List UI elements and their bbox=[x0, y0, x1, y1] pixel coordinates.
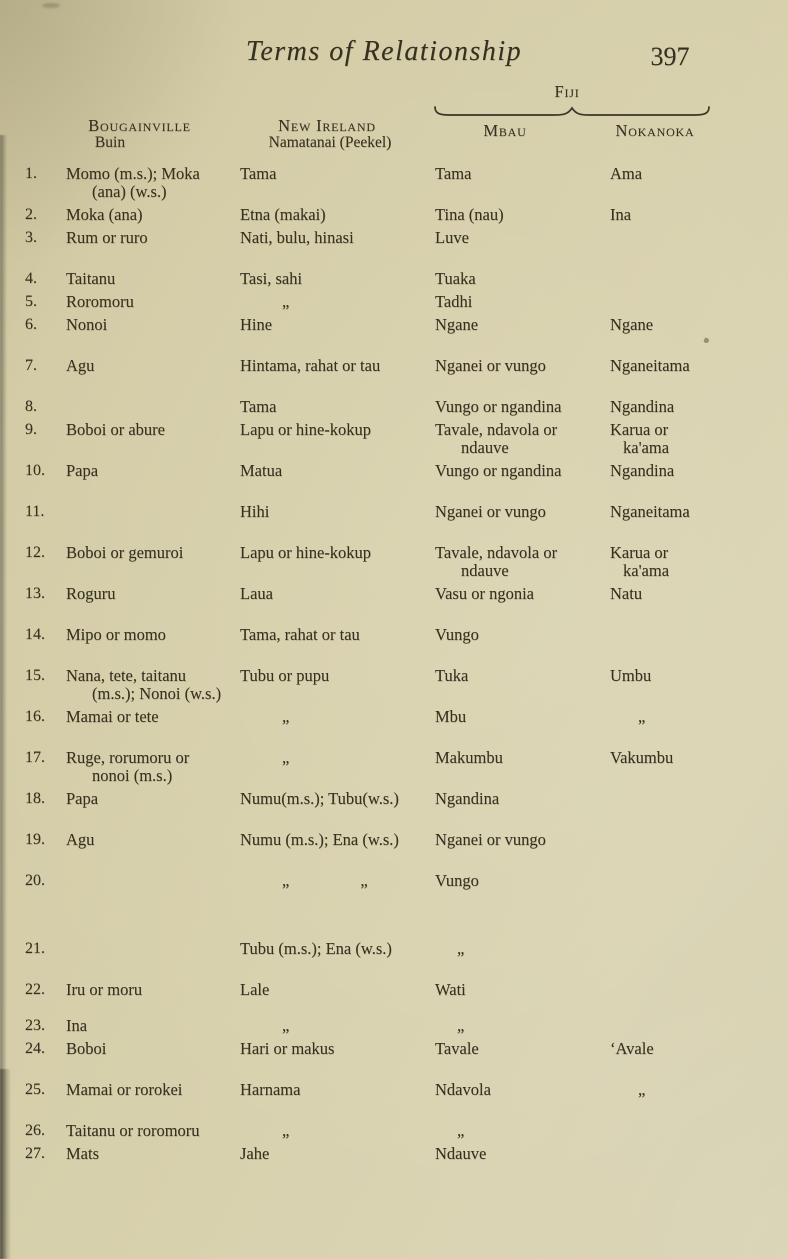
page-title: Terms of Relationship bbox=[245, 36, 523, 67]
mbau-cell bbox=[435, 749, 610, 785]
term-text: Harnama bbox=[240, 1080, 301, 1099]
term-text: Ama bbox=[610, 164, 643, 183]
bougainville-cell bbox=[66, 421, 240, 457]
term-text: Nati, bulu, hinasi bbox=[240, 228, 354, 247]
row-number: 25. bbox=[25, 1081, 45, 1098]
new-ireland-cell bbox=[240, 293, 435, 311]
table-row bbox=[25, 503, 773, 521]
mbau-cell bbox=[435, 872, 610, 890]
table-row bbox=[25, 229, 773, 247]
mbau-cell bbox=[435, 503, 610, 521]
row-number: 22. bbox=[25, 981, 45, 998]
mbau-cell bbox=[435, 316, 610, 334]
term-text: Vungo bbox=[435, 625, 479, 644]
term-text: Vasu or ngonia bbox=[435, 584, 534, 603]
mbau-cell bbox=[435, 585, 610, 603]
term-text: Agu bbox=[66, 356, 95, 375]
mbau-cell bbox=[435, 270, 610, 288]
term-text: Nganeitama bbox=[610, 502, 690, 521]
term-text: Tama bbox=[240, 164, 277, 183]
term-text: Mipo or momo bbox=[66, 625, 166, 644]
bougainville-cell bbox=[66, 229, 240, 247]
table-row bbox=[25, 667, 773, 703]
column-subheader-buin: Buin bbox=[94, 134, 126, 151]
mbau-cell bbox=[435, 462, 610, 480]
term-text: Ngane bbox=[435, 315, 479, 334]
page-number: 397 bbox=[650, 42, 690, 71]
term-text: Vakumbu bbox=[610, 748, 674, 767]
ditto-mark: „ bbox=[457, 1016, 466, 1035]
term-text: Tina (nau) bbox=[435, 205, 504, 224]
table-row bbox=[25, 708, 773, 726]
new-ireland-cell bbox=[240, 790, 435, 808]
mbau-cell bbox=[435, 165, 610, 201]
term-text: Mbu bbox=[435, 707, 467, 726]
new-ireland-cell bbox=[240, 1040, 435, 1058]
row-number: 26. bbox=[25, 1122, 45, 1139]
new-ireland-cell bbox=[240, 544, 435, 580]
nokanoka-cell bbox=[610, 544, 773, 580]
term-text: Vungo bbox=[435, 871, 479, 890]
bougainville-cell bbox=[66, 357, 240, 375]
table-row bbox=[25, 831, 773, 849]
ditto-mark: „ bbox=[282, 1016, 291, 1035]
nokanoka-cell bbox=[610, 981, 773, 999]
row-number: 16. bbox=[25, 708, 45, 725]
bougainville-cell bbox=[66, 462, 240, 480]
table-row bbox=[25, 270, 773, 288]
relationship-table bbox=[25, 165, 773, 1163]
term-text: Tubu or pupu bbox=[240, 666, 330, 685]
new-ireland-cell bbox=[240, 270, 435, 288]
nokanoka-cell bbox=[610, 357, 773, 375]
table-row bbox=[25, 421, 773, 457]
table-row bbox=[25, 1017, 773, 1035]
mbau-cell bbox=[435, 790, 610, 808]
table-row bbox=[25, 626, 773, 644]
new-ireland-cell bbox=[240, 316, 435, 334]
term-text: Tama, rahat or tau bbox=[240, 625, 360, 644]
table-row bbox=[25, 585, 773, 603]
row-number: 3. bbox=[25, 229, 37, 246]
mbau-cell bbox=[435, 626, 610, 644]
term-text: Tama bbox=[240, 397, 277, 416]
bougainville-cell bbox=[66, 981, 240, 999]
nokanoka-cell bbox=[610, 1081, 773, 1099]
term-text: Mamai or tete bbox=[66, 707, 159, 726]
row-number: 20. bbox=[25, 872, 45, 889]
table-row bbox=[25, 1122, 773, 1140]
bougainville-cell bbox=[66, 872, 240, 890]
term-text: Roguru bbox=[66, 584, 116, 603]
bougainville-cell bbox=[66, 1145, 240, 1163]
term-text: Mats bbox=[66, 1144, 99, 1163]
ditto-mark: „ „ bbox=[282, 871, 369, 890]
table-row bbox=[25, 544, 773, 580]
term-text: ndauve bbox=[461, 561, 509, 580]
bougainville-cell bbox=[66, 626, 240, 644]
bougainville-cell bbox=[66, 316, 240, 334]
new-ireland-cell bbox=[240, 1122, 435, 1140]
column-header-mbau: Mbau bbox=[483, 121, 527, 140]
ditto-mark: „ bbox=[282, 707, 291, 726]
table-row bbox=[25, 749, 773, 785]
column-header-bougainville: Bougainville bbox=[88, 116, 191, 135]
table-row bbox=[25, 1081, 773, 1099]
term-text: Boboi bbox=[66, 1039, 107, 1058]
term-text: Jahe bbox=[240, 1144, 270, 1163]
row-number: 11. bbox=[25, 503, 45, 520]
term-text: Hihi bbox=[240, 502, 270, 521]
nokanoka-cell bbox=[610, 1040, 773, 1058]
scan-speck bbox=[42, 3, 60, 8]
nokanoka-cell bbox=[610, 503, 773, 521]
term-text: Tuka bbox=[435, 666, 469, 685]
table-row bbox=[25, 316, 773, 334]
bougainville-cell bbox=[66, 1081, 240, 1099]
column-subheader-namatanai: Namatanai (Peekel) bbox=[268, 134, 392, 151]
row-number: 6. bbox=[25, 316, 37, 333]
row-number: 7. bbox=[25, 357, 37, 374]
ditto-mark: „ bbox=[282, 748, 291, 767]
term-text: Ina bbox=[610, 205, 632, 224]
row-number: 24. bbox=[25, 1040, 45, 1057]
term-text: Boboi or gemuroi bbox=[66, 543, 184, 562]
term-text: Hintama, rahat or tau bbox=[240, 356, 381, 375]
table-row bbox=[25, 790, 773, 808]
row-number: 10. bbox=[25, 462, 45, 479]
table-row bbox=[25, 293, 773, 311]
table-row bbox=[25, 1040, 773, 1058]
new-ireland-cell bbox=[240, 503, 435, 521]
term-text: Hine bbox=[240, 315, 273, 334]
nokanoka-cell bbox=[610, 940, 773, 958]
mbau-cell bbox=[435, 398, 610, 416]
new-ireland-cell bbox=[240, 165, 435, 201]
column-header-nokanoka: Nokanoka bbox=[615, 121, 695, 140]
term-text: Roromoru bbox=[66, 292, 134, 311]
nokanoka-cell bbox=[610, 749, 773, 785]
mbau-cell bbox=[435, 357, 610, 375]
row-number: 18. bbox=[25, 790, 45, 807]
ditto-mark: „ bbox=[282, 1121, 291, 1140]
nokanoka-cell bbox=[610, 206, 773, 224]
term-text: Umbu bbox=[610, 666, 652, 685]
nokanoka-cell bbox=[610, 585, 773, 603]
term-text: Tavale bbox=[435, 1039, 479, 1058]
nokanoka-cell bbox=[610, 270, 773, 288]
table-row bbox=[25, 398, 773, 416]
mbau-cell bbox=[435, 981, 610, 999]
term-text: Makumbu bbox=[435, 748, 503, 767]
new-ireland-cell bbox=[240, 229, 435, 247]
term-text: Tasi, sahi bbox=[240, 269, 303, 288]
bougainville-cell bbox=[66, 940, 240, 958]
mbau-cell bbox=[435, 229, 610, 247]
bougainville-cell bbox=[66, 503, 240, 521]
nokanoka-cell bbox=[610, 462, 773, 480]
row-number: 9. bbox=[25, 421, 37, 438]
term-text: Nganei or vungo bbox=[435, 502, 546, 521]
bougainville-cell bbox=[66, 1122, 240, 1140]
term-text: Hari or makus bbox=[240, 1039, 335, 1058]
term-text: (ana) (w.s.) bbox=[92, 182, 167, 201]
bougainville-cell bbox=[66, 667, 240, 703]
table-row bbox=[25, 940, 773, 958]
new-ireland-cell bbox=[240, 940, 435, 958]
mbau-cell bbox=[435, 667, 610, 703]
row-number: 15. bbox=[25, 667, 45, 684]
term-text: nonoi (m.s.) bbox=[92, 766, 173, 785]
term-text: Agu bbox=[66, 830, 95, 849]
term-text: Ndauve bbox=[435, 1144, 487, 1163]
term-text: ka'ama bbox=[623, 438, 670, 457]
nokanoka-cell bbox=[610, 667, 773, 703]
row-number: 23. bbox=[25, 1017, 45, 1034]
new-ireland-cell bbox=[240, 206, 435, 224]
mbau-cell bbox=[435, 544, 610, 580]
new-ireland-cell bbox=[240, 981, 435, 999]
nokanoka-cell bbox=[610, 626, 773, 644]
term-text: Numu(m.s.); Tubu(w.s.) bbox=[240, 789, 399, 808]
table-row bbox=[25, 872, 773, 890]
new-ireland-cell bbox=[240, 421, 435, 457]
new-ireland-cell bbox=[240, 357, 435, 375]
term-text: Matua bbox=[240, 461, 283, 480]
term-text: Rum or ruro bbox=[66, 228, 148, 247]
term-text: Nonoi bbox=[66, 315, 108, 334]
bougainville-cell bbox=[66, 206, 240, 224]
ditto-mark: „ bbox=[282, 292, 291, 311]
column-header-new-ireland: New Ireland bbox=[278, 116, 376, 135]
term-text: Nana, tete, taitanu bbox=[66, 666, 187, 685]
bougainville-cell bbox=[66, 270, 240, 288]
table-row bbox=[25, 981, 773, 999]
nokanoka-cell bbox=[610, 831, 773, 849]
fiji-brace-icon bbox=[433, 104, 711, 120]
nokanoka-cell bbox=[610, 790, 773, 808]
term-text: ndauve bbox=[461, 438, 509, 457]
row-number: 21. bbox=[25, 940, 45, 957]
fiji-group-header: Fiji bbox=[554, 82, 580, 101]
page-edge-shadow-bottom bbox=[0, 1069, 11, 1259]
row-number: 4. bbox=[25, 270, 37, 287]
nokanoka-cell bbox=[610, 293, 773, 311]
term-text: Laua bbox=[240, 584, 273, 603]
term-text: Papa bbox=[66, 461, 99, 480]
row-number: 12. bbox=[25, 544, 45, 561]
row-number: 2. bbox=[25, 206, 37, 223]
ditto-mark: „ bbox=[457, 939, 466, 958]
term-text: Ina bbox=[66, 1016, 88, 1035]
term-text: Lapu or hine-kokup bbox=[240, 420, 372, 439]
table-row bbox=[25, 206, 773, 224]
ditto-mark: „ bbox=[457, 1121, 466, 1140]
nokanoka-cell bbox=[610, 229, 773, 247]
mbau-cell bbox=[435, 940, 610, 958]
bougainville-cell bbox=[66, 1017, 240, 1035]
term-text: Tubu (m.s.); Ena (w.s.) bbox=[240, 939, 392, 958]
new-ireland-cell bbox=[240, 749, 435, 785]
term-text: Iru or moru bbox=[66, 980, 143, 999]
row-number: 14. bbox=[25, 626, 45, 643]
new-ireland-cell bbox=[240, 667, 435, 703]
term-text: Moka (ana) bbox=[66, 205, 143, 224]
term-text: Ngane bbox=[610, 315, 654, 334]
mbau-cell bbox=[435, 708, 610, 726]
term-text: ʻAvale bbox=[610, 1039, 654, 1058]
term-text: ka'ama bbox=[623, 561, 670, 580]
term-text: Tuaka bbox=[435, 269, 476, 288]
new-ireland-cell bbox=[240, 1145, 435, 1163]
bougainville-cell bbox=[66, 398, 240, 416]
mbau-cell bbox=[435, 1040, 610, 1058]
new-ireland-cell bbox=[240, 708, 435, 726]
term-text: Lale bbox=[240, 980, 270, 999]
mbau-cell bbox=[435, 421, 610, 457]
term-text: Nganeitama bbox=[610, 356, 690, 375]
mbau-cell bbox=[435, 1081, 610, 1099]
mbau-cell bbox=[435, 293, 610, 311]
term-text: Karua or bbox=[610, 420, 669, 439]
term-text: Tavale, ndavola or bbox=[435, 543, 558, 562]
row-number: 17. bbox=[25, 749, 45, 766]
new-ireland-cell bbox=[240, 585, 435, 603]
table-row bbox=[25, 357, 773, 375]
term-text: Ngandina bbox=[610, 397, 675, 416]
term-text: Nganei or vungo bbox=[435, 830, 546, 849]
term-text: Karua or bbox=[610, 543, 669, 562]
nokanoka-cell bbox=[610, 1145, 773, 1163]
table-row bbox=[25, 1145, 773, 1163]
term-text: Wati bbox=[435, 980, 466, 999]
term-text: (m.s.); Nonoi (w.s.) bbox=[92, 684, 222, 703]
row-number: 1. bbox=[25, 165, 37, 182]
term-text: Lapu or hine-kokup bbox=[240, 543, 372, 562]
new-ireland-cell bbox=[240, 872, 435, 890]
mbau-cell bbox=[435, 1145, 610, 1163]
nokanoka-cell bbox=[610, 398, 773, 416]
nokanoka-cell bbox=[610, 165, 773, 201]
bougainville-cell bbox=[66, 293, 240, 311]
term-text: Ngandina bbox=[610, 461, 675, 480]
term-text: Natu bbox=[610, 584, 643, 603]
bougainville-cell bbox=[66, 585, 240, 603]
mbau-cell bbox=[435, 206, 610, 224]
row-number: 13. bbox=[25, 585, 45, 602]
bougainville-cell bbox=[66, 544, 240, 580]
nokanoka-cell bbox=[610, 316, 773, 334]
ditto-mark: „ bbox=[638, 707, 647, 726]
nokanoka-cell bbox=[610, 708, 773, 726]
mbau-cell bbox=[435, 1122, 610, 1140]
bougainville-cell bbox=[66, 831, 240, 849]
term-text: Ruge, rorumoru or bbox=[66, 748, 190, 767]
term-text: Ndavola bbox=[435, 1080, 491, 1099]
term-text: Taitanu bbox=[66, 269, 116, 288]
new-ireland-cell bbox=[240, 1081, 435, 1099]
new-ireland-cell bbox=[240, 626, 435, 644]
nokanoka-cell bbox=[610, 1122, 773, 1140]
mbau-cell bbox=[435, 831, 610, 849]
term-text: Vungo or ngandina bbox=[435, 461, 562, 480]
term-text: Taitanu or roromoru bbox=[66, 1121, 200, 1140]
nokanoka-cell bbox=[610, 1017, 773, 1035]
row-number: 8. bbox=[25, 398, 37, 415]
term-text: Ngandina bbox=[435, 789, 500, 808]
row-number: 19. bbox=[25, 831, 45, 848]
new-ireland-cell bbox=[240, 398, 435, 416]
term-text: Tavale, ndavola or bbox=[435, 420, 558, 439]
table-row bbox=[25, 165, 773, 201]
bougainville-cell bbox=[66, 749, 240, 785]
term-text: Luve bbox=[435, 228, 469, 247]
term-text: Numu (m.s.); Ena (w.s.) bbox=[240, 830, 399, 849]
new-ireland-cell bbox=[240, 1017, 435, 1035]
bougainville-cell bbox=[66, 1040, 240, 1058]
term-text: Tadhi bbox=[435, 292, 473, 311]
term-text: Momo (m.s.); Moka bbox=[66, 164, 200, 183]
term-text: Mamai or rorokei bbox=[66, 1080, 183, 1099]
term-text: Boboi or abure bbox=[66, 420, 165, 439]
nokanoka-cell bbox=[610, 872, 773, 890]
term-text: Vungo or ngandina bbox=[435, 397, 562, 416]
nokanoka-cell bbox=[610, 421, 773, 457]
bougainville-cell bbox=[66, 165, 240, 201]
bougainville-cell bbox=[66, 790, 240, 808]
new-ireland-cell bbox=[240, 831, 435, 849]
ditto-mark: „ bbox=[638, 1080, 647, 1099]
term-text: Etna (makai) bbox=[240, 205, 326, 224]
term-text: Papa bbox=[66, 789, 99, 808]
term-text: Nganei or vungo bbox=[435, 356, 546, 375]
row-number: 5. bbox=[25, 293, 37, 310]
new-ireland-cell bbox=[240, 462, 435, 480]
bougainville-cell bbox=[66, 708, 240, 726]
mbau-cell bbox=[435, 1017, 610, 1035]
term-text: Tama bbox=[435, 164, 472, 183]
table-row bbox=[25, 462, 773, 480]
row-number: 27. bbox=[25, 1145, 45, 1162]
